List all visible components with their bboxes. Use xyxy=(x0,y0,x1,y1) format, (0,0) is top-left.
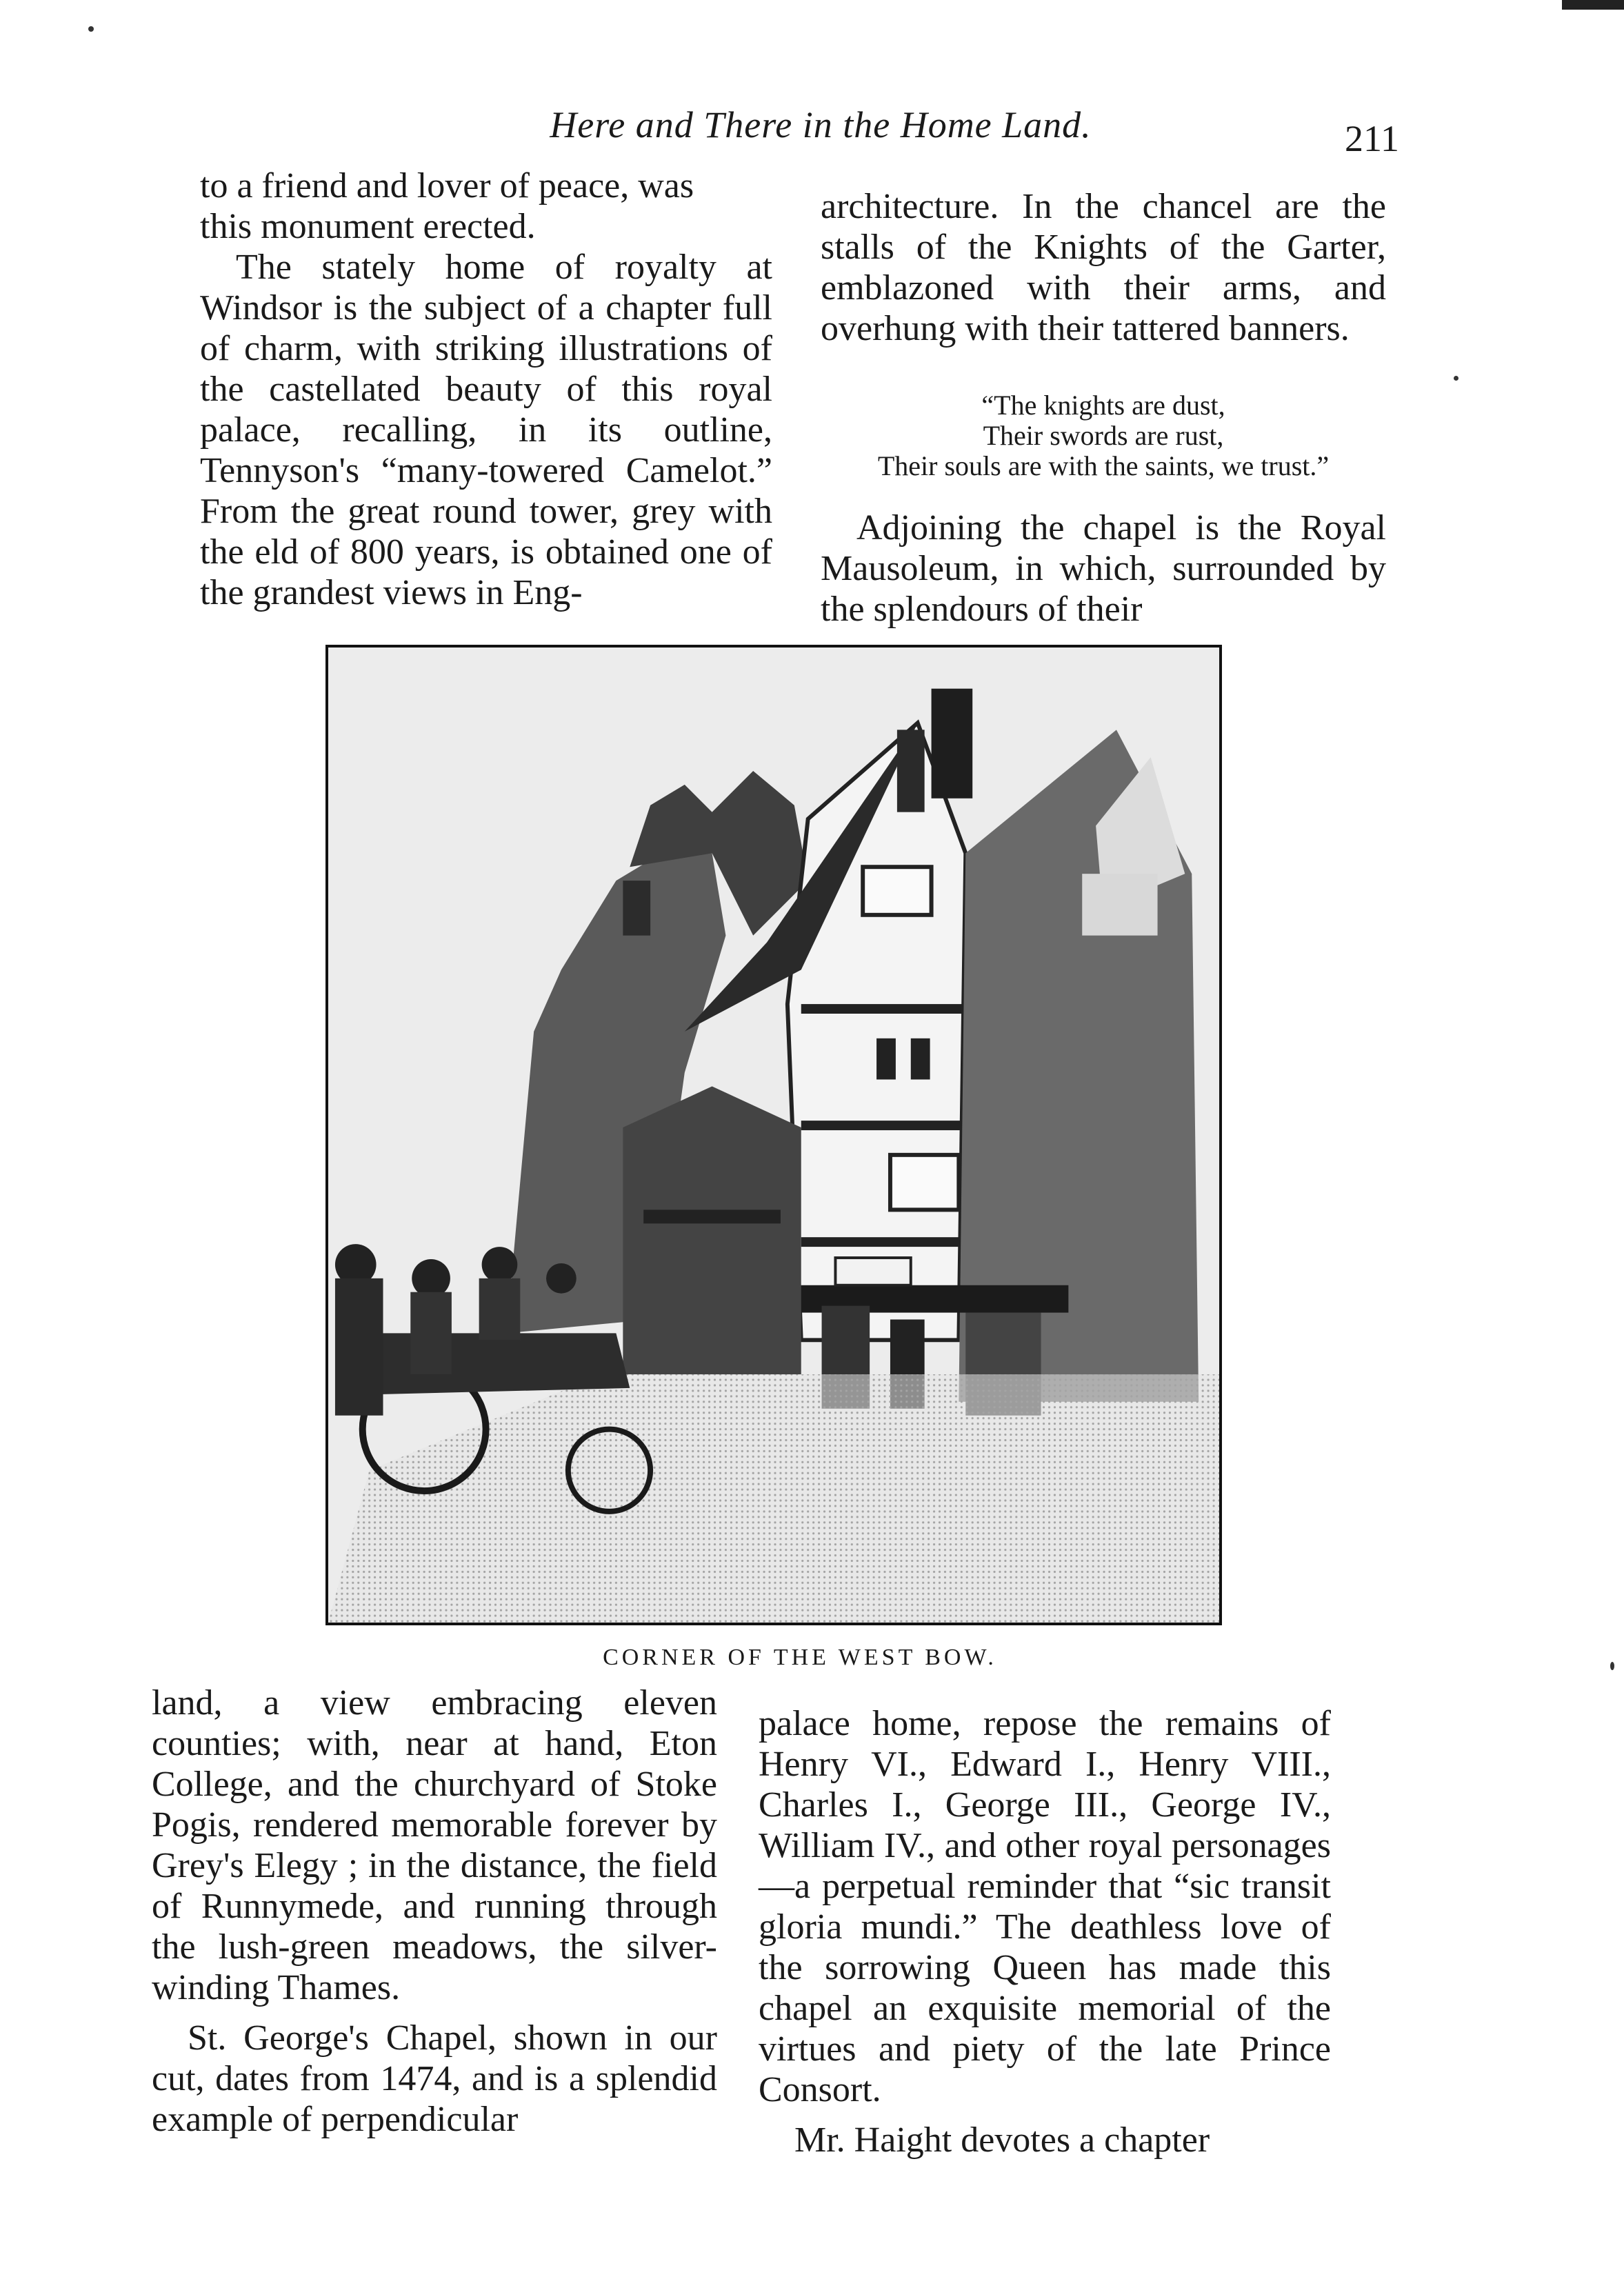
poem-quote xyxy=(821,390,1386,481)
column-top-left xyxy=(200,165,772,613)
illustration-west-bow xyxy=(325,645,1222,1625)
page-number: 211 xyxy=(1345,118,1399,159)
paragraph: palace home, repose the remains of Henry VI., Edward I., Henry VIII., Charles I., George III., George IV., William IV., and other royal personages—a perpetual reminder that “sic transit gloria mundi.” The deathless love of the sorrowing Queen has made this chapel an exquisite memorial of the virtues and piety of the late Prince Consort. xyxy=(759,1704,1331,2109)
paragraph: land, a view embracing eleven counties; with, near at hand, Eton College, and the churchyard of Stoke Pogis, rendered memorable forever by Grey's Elegy ; in the distance, the field of Runnymede, and running through the lush-green meadows, the silver-winding Thames. xyxy=(152,1683,717,2007)
poem-line: Their souls are with the saints, we trust.” xyxy=(877,450,1330,481)
paragraph: to a friend and lover of peace, was xyxy=(200,166,694,205)
column-bottom-right xyxy=(759,1703,1331,2160)
figure-caption: CORNER OF THE WEST BOW. xyxy=(603,1645,997,1670)
paragraph: architecture. In the chancel are the stalls of the Knights of the Garter, emblazoned with their arms, and overhung with their tattered banners. xyxy=(821,187,1386,348)
paragraph: Adjoining the chapel is the Royal Mausoleum, in which, surrounded by the splendours of their xyxy=(821,508,1386,629)
running-head: Here and There in the Home Land. xyxy=(550,104,1092,145)
poem-line: Their swords are rust, xyxy=(983,420,1224,451)
paragraph: The stately home of royalty at Windsor is the subject of a chapter full of charm, with striking illustrations of the castellated beauty of this royal palace, recalling, in its outline, Tennyson's “many-towered Camelot.” From the great round tower, grey with the eld of 800 years, is obtained one of the grandest views in Eng- xyxy=(200,248,772,612)
paragraph: St. George's Chapel, shown in our cut, dates from 1474, and is a splendid example of perpendicular xyxy=(152,2018,717,2139)
paragraph: Mr. Haight devotes a chapter xyxy=(794,2120,1210,2160)
poem-line: “The knights are dust, xyxy=(981,390,1225,421)
column-bottom-left xyxy=(152,1683,717,2140)
scan-edge-mark xyxy=(1562,0,1624,10)
paragraph: this monument erected. xyxy=(200,207,536,246)
scan-speck xyxy=(1454,376,1458,381)
column-top-right xyxy=(821,186,1386,630)
scan-speck xyxy=(1610,1662,1614,1670)
halftone-illustration xyxy=(328,648,1219,1623)
scan-speck xyxy=(88,26,94,32)
